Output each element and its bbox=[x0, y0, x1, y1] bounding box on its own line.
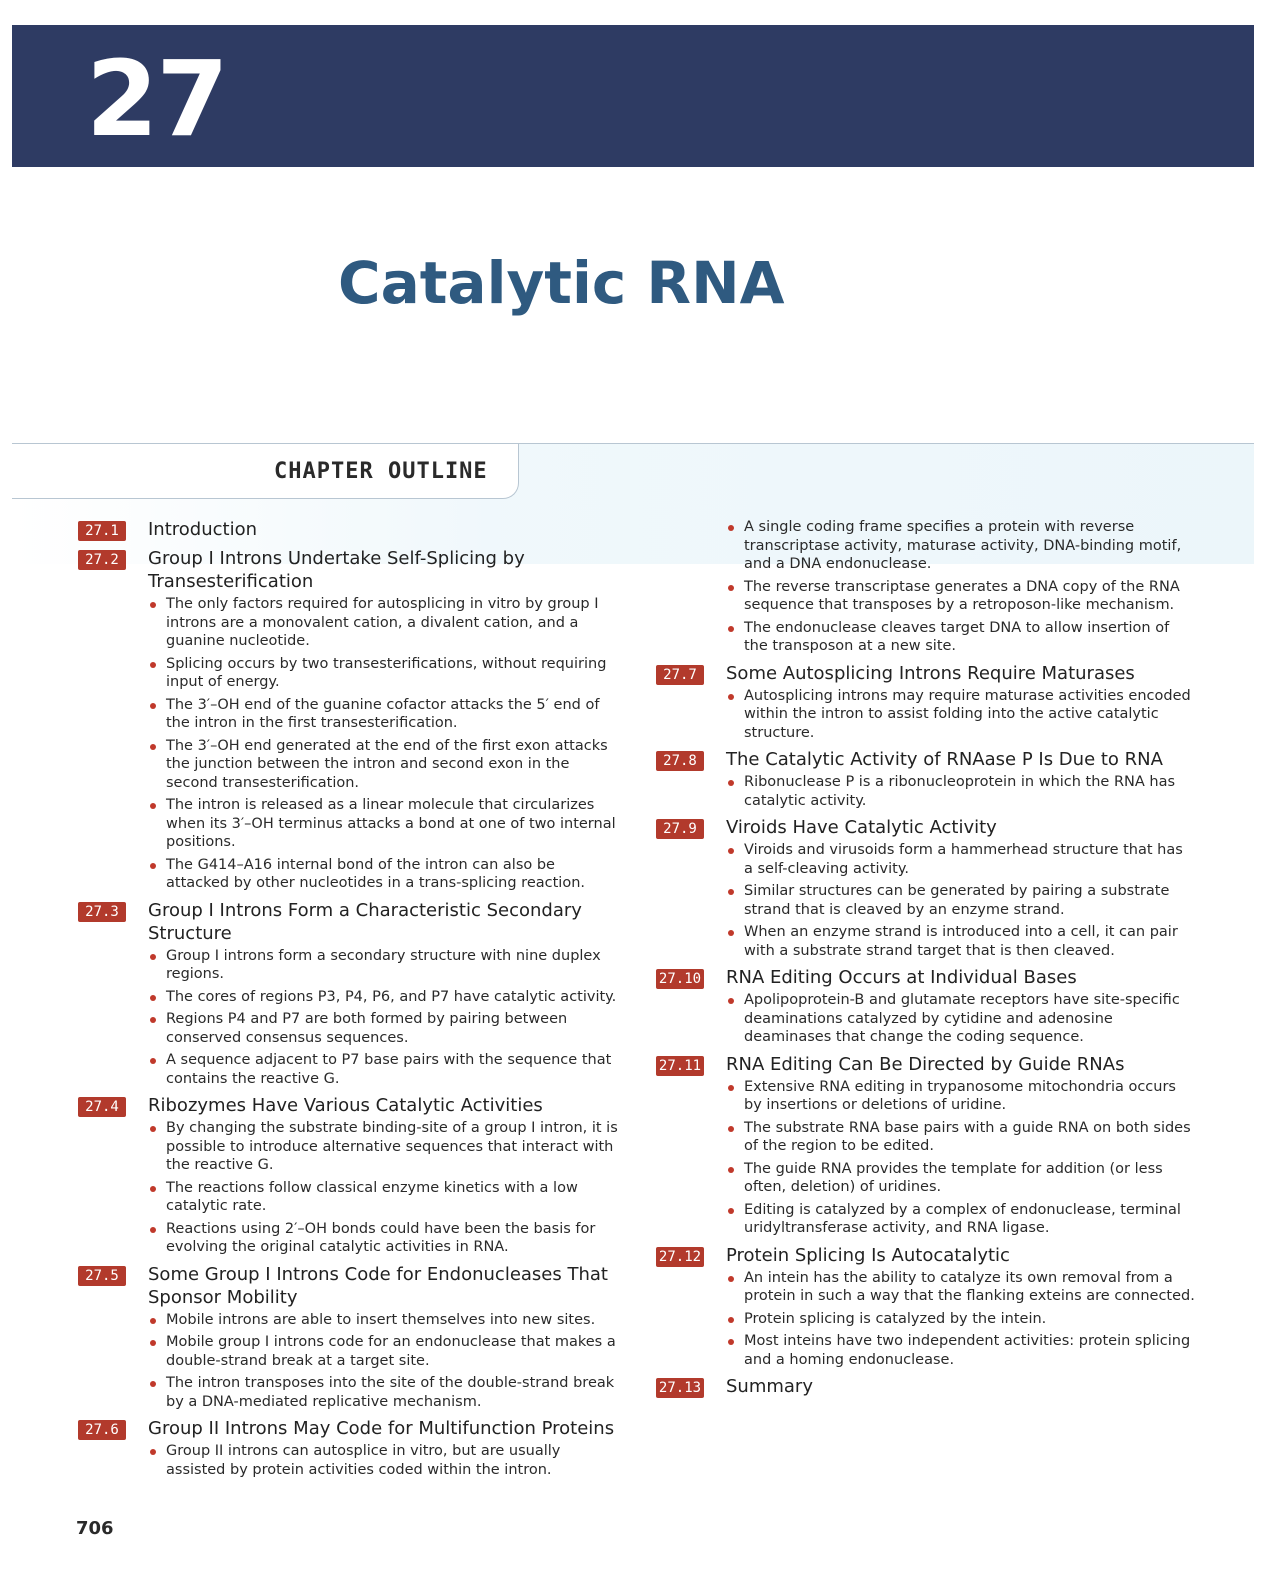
bullet-point: Mobile introns are able to insert themselves into new sites. bbox=[148, 1311, 618, 1330]
outline-section bbox=[78, 547, 618, 893]
continued-bullet-list bbox=[726, 518, 1196, 656]
bullet-point: The guide RNA provides the template for addition (or less often, deletion) of uridines. bbox=[726, 1160, 1196, 1197]
bullet-point: The reverse transcriptase generates a DNA copy of the RNA sequence that transposes by a retroposon-like mechanism. bbox=[726, 578, 1196, 615]
section-title[interactable]: Some Group I Introns Code for Endonucleases That Sponsor Mobility bbox=[148, 1263, 608, 1308]
section-header bbox=[656, 1375, 1196, 1398]
section-bullet-list bbox=[726, 991, 1196, 1047]
bullet-point: The endonuclease cleaves target DNA to allow insertion of the transposon at a new site. bbox=[726, 619, 1196, 656]
bullet-point: When an enzyme strand is introduced into a cell, it can pair with a substrate strand target that is then cleaved. bbox=[726, 923, 1196, 960]
section-bullet-list bbox=[148, 1311, 618, 1412]
bullet-point: Viroids and virusoids form a hammerhead structure that has a self-cleaving activity. bbox=[726, 841, 1196, 878]
section-title[interactable]: RNA Editing Can Be Directed by Guide RNAs bbox=[726, 1053, 1125, 1075]
bullet-point: The intron is released as a linear molecule that circularizes when its 3′–OH terminus attacks a bond at one of two internal positions. bbox=[148, 796, 618, 852]
outline-section bbox=[656, 1244, 1196, 1370]
bullet-point: The cores of regions P3, P4, P6, and P7 have catalytic activity. bbox=[148, 988, 618, 1007]
section-title[interactable]: Group I Introns Undertake Self-Splicing by Transesterification bbox=[148, 548, 525, 592]
bullet-point: By changing the substrate binding-site of a group I intron, it is possible to introduce alternative sequences that interact with the reactive G. bbox=[148, 1119, 618, 1175]
section-bullet-list bbox=[148, 947, 618, 1089]
section-header bbox=[656, 816, 1196, 839]
bullet-point: A sequence adjacent to P7 base pairs with the sequence that contains the reactive G. bbox=[148, 1051, 618, 1088]
section-number-badge[interactable]: 27.7 bbox=[656, 665, 704, 685]
bullet-point: Group II introns can autosplice in vitro, but are usually assisted by protein activities coded within the intron. bbox=[148, 1442, 618, 1479]
section-title[interactable]: Group I Introns Form a Characteristic Secondary Structure bbox=[148, 899, 582, 944]
bullet-point: Reactions using 2′–OH bonds could have been the basis for evolving the original catalytic activities in RNA. bbox=[148, 1220, 618, 1257]
chapter-title: Catalytic RNA bbox=[338, 249, 785, 317]
bullet-point: The substrate RNA base pairs with a guide RNA on both sides of the region to be edited. bbox=[726, 1119, 1196, 1156]
bullet-point: Protein splicing is catalyzed by the intein. bbox=[726, 1310, 1196, 1329]
outline-section bbox=[78, 1417, 618, 1479]
outline-section bbox=[78, 1094, 618, 1257]
section-number-badge[interactable]: 27.13 bbox=[656, 1378, 704, 1398]
outline-section bbox=[78, 899, 618, 1089]
bullet-point: Most inteins have two independent activities: protein splicing and a homing endonuclease. bbox=[726, 1332, 1196, 1369]
section-number-badge[interactable]: 27.10 bbox=[656, 969, 704, 989]
section-header bbox=[78, 518, 618, 541]
bullet-point: Similar structures can be generated by pairing a substrate strand that is cleaved by an enzyme strand. bbox=[726, 882, 1196, 919]
section-header bbox=[78, 547, 618, 593]
outline-section bbox=[656, 662, 1196, 743]
bullet-point: Mobile group I introns code for an endonuclease that makes a double-strand break at a target site. bbox=[148, 1333, 618, 1370]
bullet-point: An intein has the ability to catalyze its own removal from a protein in such a way that the flanking exteins are connected. bbox=[726, 1269, 1196, 1306]
section-title[interactable]: Some Autosplicing Introns Require Maturases bbox=[726, 662, 1135, 684]
outline-section bbox=[78, 518, 618, 541]
bullet-point: Extensive RNA editing in trypanosome mitochondria occurs by insertions or deletions of uridine. bbox=[726, 1078, 1196, 1115]
section-number-badge[interactable]: 27.2 bbox=[78, 550, 126, 570]
bullet-point: Editing is catalyzed by a complex of endonuclease, terminal uridyltransferase activity, and RNA ligase. bbox=[726, 1201, 1196, 1238]
section-bullet-list bbox=[726, 773, 1196, 810]
section-header bbox=[656, 662, 1196, 685]
section-header bbox=[656, 1244, 1196, 1267]
section-bullet-list bbox=[726, 1269, 1196, 1370]
page-number: 706 bbox=[76, 1518, 114, 1539]
outline-right-column bbox=[656, 516, 1196, 1404]
bullet-point: Splicing occurs by two transesterifications, without requiring input of energy. bbox=[148, 655, 618, 692]
outline-section bbox=[656, 748, 1196, 810]
section-title[interactable]: Introduction bbox=[148, 519, 258, 540]
section-header bbox=[78, 1094, 618, 1117]
outline-section bbox=[656, 1053, 1196, 1238]
section-header bbox=[78, 899, 618, 945]
bullet-point: Apolipoprotein-B and glutamate receptors have site-specific deaminations catalyzed by cytidine and adenosine deaminases that change the coding sequence. bbox=[726, 991, 1196, 1047]
bullet-point: The intron transposes into the site of the double-strand break by a DNA-mediated replicative mechanism. bbox=[148, 1374, 618, 1411]
section-header bbox=[656, 966, 1196, 989]
section-bullet-list bbox=[148, 1119, 618, 1257]
section-bullet-list bbox=[148, 1442, 618, 1479]
bullet-point: The 3′–OH end of the guanine cofactor attacks the 5′ end of the intron in the first transesterification. bbox=[148, 696, 618, 733]
section-header bbox=[78, 1263, 618, 1309]
section-bullet-list bbox=[148, 595, 618, 893]
section-number-badge[interactable]: 27.3 bbox=[78, 902, 126, 922]
section-number-badge[interactable]: 27.1 bbox=[78, 521, 126, 541]
bullet-point: The reactions follow classical enzyme kinetics with a low catalytic rate. bbox=[148, 1179, 618, 1216]
section-bullet-list bbox=[726, 687, 1196, 743]
section-header bbox=[78, 1417, 618, 1440]
outline-continued-points bbox=[656, 518, 1196, 656]
section-bullet-list bbox=[726, 1078, 1196, 1238]
section-number-badge[interactable]: 27.11 bbox=[656, 1056, 704, 1076]
bullet-point: The G414–A16 internal bond of the intron can also be attacked by other nucleotides in a trans-splicing reaction. bbox=[148, 856, 618, 893]
section-number-badge[interactable]: 27.12 bbox=[656, 1247, 704, 1267]
section-title[interactable]: The Catalytic Activity of RNAase P Is Due to RNA bbox=[726, 749, 1163, 770]
section-title[interactable]: Viroids Have Catalytic Activity bbox=[726, 817, 997, 838]
bullet-point: A single coding frame specifies a protein with reverse transcriptase activity, maturase activity, DNA-binding motif, and a DNA endonuclease. bbox=[726, 518, 1196, 574]
section-number-badge[interactable]: 27.6 bbox=[78, 1420, 126, 1440]
chapter-number: 27 bbox=[86, 38, 227, 160]
outline-heading: CHAPTER OUTLINE bbox=[274, 459, 488, 484]
section-title[interactable]: RNA Editing Occurs at Individual Bases bbox=[726, 967, 1077, 988]
section-title[interactable]: Ribozymes Have Various Catalytic Activities bbox=[148, 1095, 543, 1116]
bullet-point: Regions P4 and P7 are both formed by pairing between conserved consensus sequences. bbox=[148, 1010, 618, 1047]
bullet-point: Group I introns form a secondary structure with nine duplex regions. bbox=[148, 947, 618, 984]
section-bullet-list bbox=[726, 841, 1196, 960]
section-header bbox=[656, 1053, 1196, 1076]
section-number-badge[interactable]: 27.4 bbox=[78, 1097, 126, 1117]
section-number-badge[interactable]: 27.8 bbox=[656, 751, 704, 771]
outline-section bbox=[78, 1263, 618, 1412]
outline-section bbox=[656, 816, 1196, 960]
section-title[interactable]: Group II Introns May Code for Multifunction Proteins bbox=[148, 1418, 615, 1439]
section-title[interactable]: Protein Splicing Is Autocatalytic bbox=[726, 1244, 1010, 1266]
section-number-badge[interactable]: 27.5 bbox=[78, 1266, 126, 1286]
bullet-point: The only factors required for autosplicing in vitro by group I introns are a monovalent cation, a divalent cation, and a guanine nucleotide. bbox=[148, 595, 618, 651]
section-number-badge[interactable]: 27.9 bbox=[656, 819, 704, 839]
section-header bbox=[656, 748, 1196, 771]
bullet-point: Autosplicing introns may require maturase activities encoded within the intron to assist folding into the active catalytic structure. bbox=[726, 687, 1196, 743]
bullet-point: Ribonuclease P is a ribonucleoprotein in which the RNA has catalytic activity. bbox=[726, 773, 1196, 810]
bullet-point: The 3′–OH end generated at the end of the first exon attacks the junction between the intron and second exon in the second transesterification. bbox=[148, 737, 618, 793]
outline-section bbox=[656, 1375, 1196, 1398]
section-title[interactable]: Summary bbox=[726, 1376, 813, 1397]
outline-section bbox=[656, 966, 1196, 1047]
outline-left-column bbox=[78, 518, 618, 1485]
